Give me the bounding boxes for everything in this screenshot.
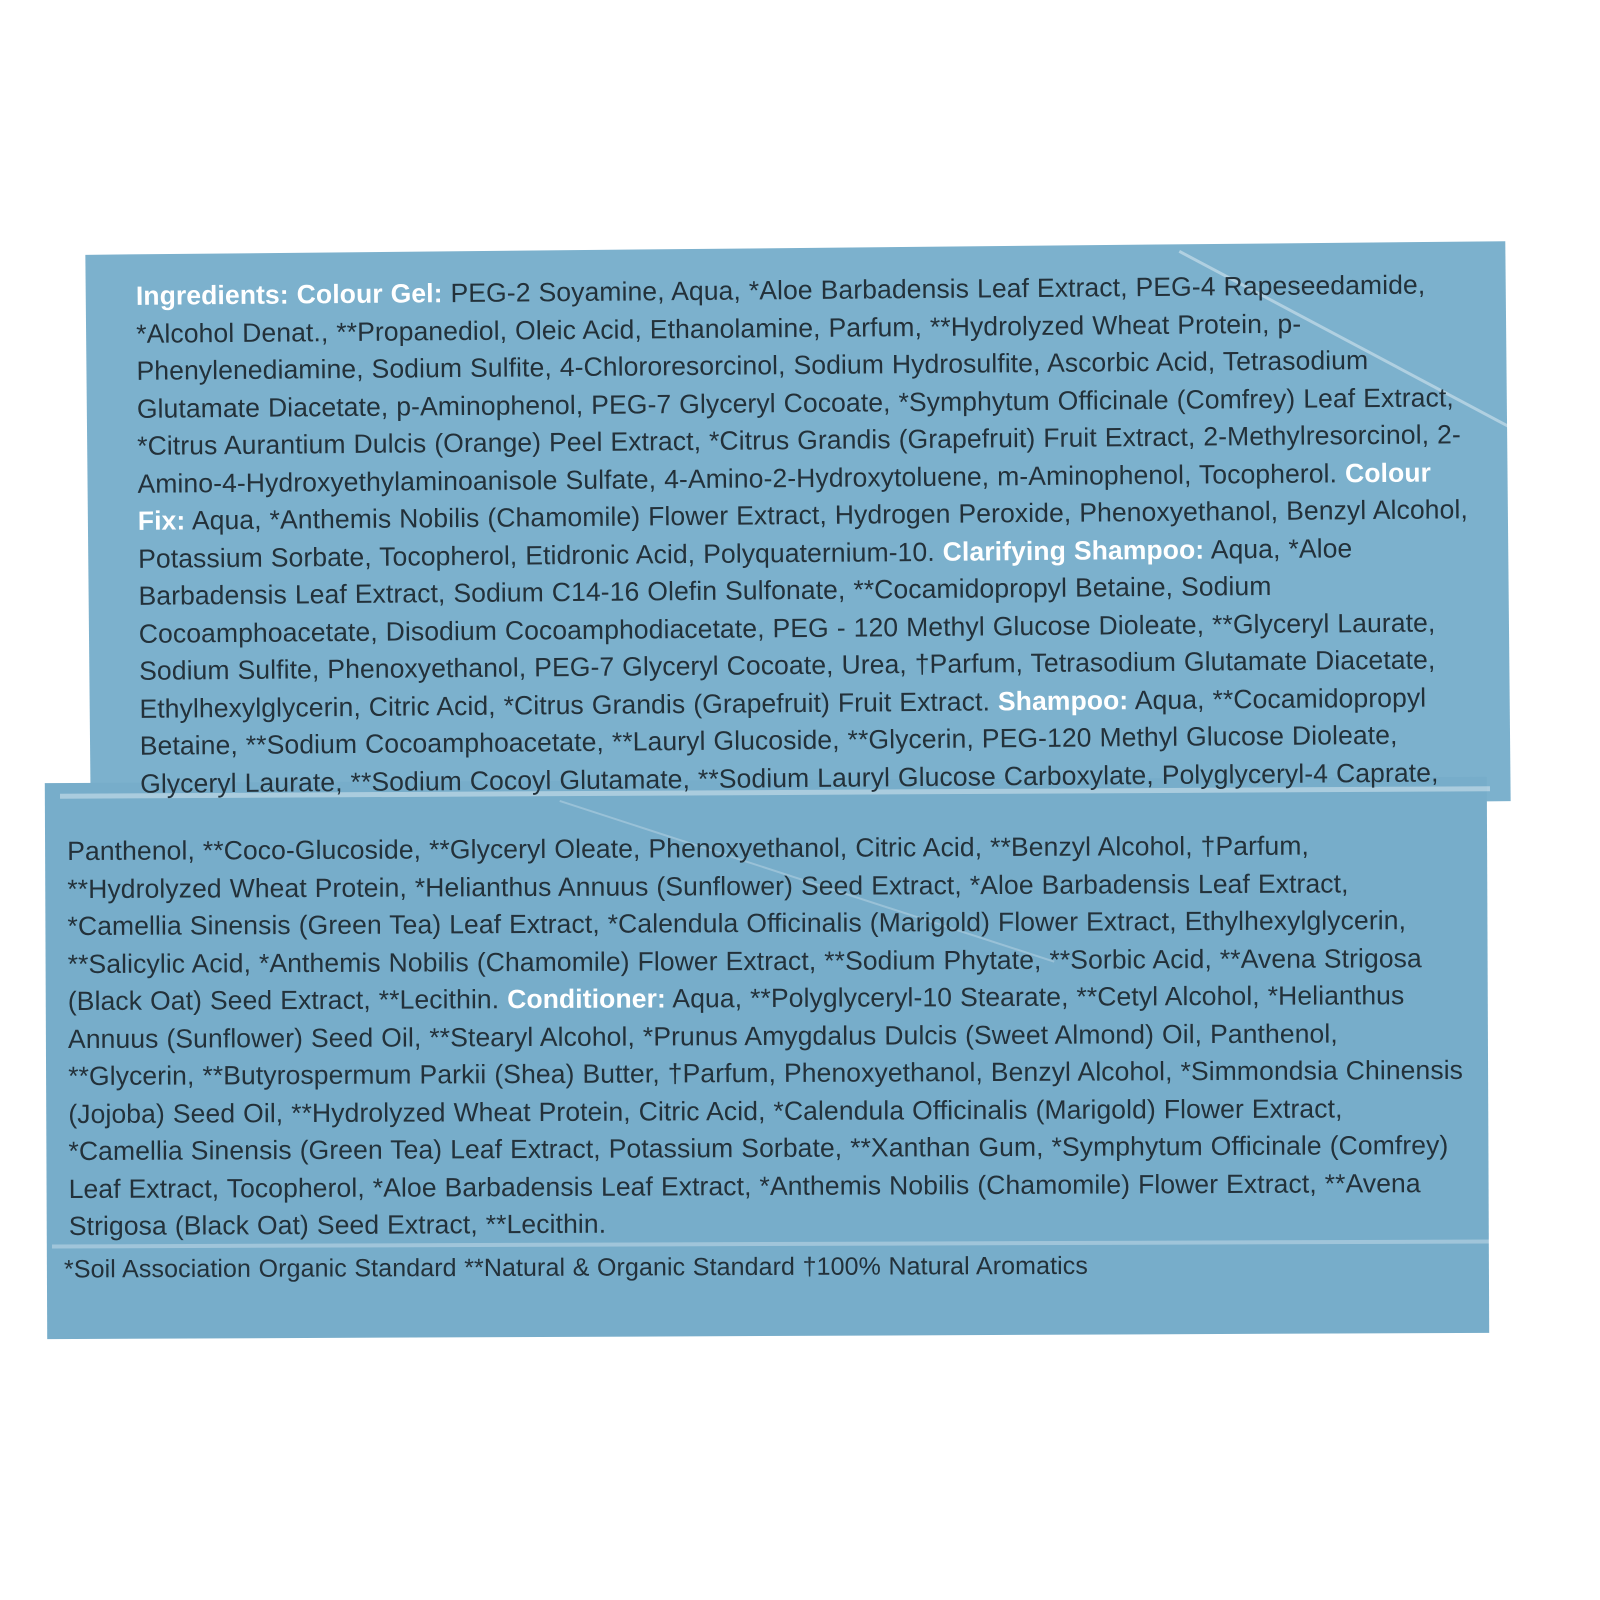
shampoo-body-part2: Panthenol, **Coco-Glucoside, **Glyceryl Oleate, Phenoxyethanol, Citric Acid, **Benzyl Alcohol, †Parfum, **Hydrolyzed Wheat Protein, *Helianthus Annuus (Sunflower) Seed Extract, *Aloe Barbadensis Leaf Extract, *Camellia Sinensis (Green Tea) Leaf Extract, *Calendula Officinalis (Marigold) Flower Extract, Ethylhexylglycerin, **Salicylic Acid, *Anthemis Nobilis (Chamomile) Flower Extract, **Sodium Phytate, **Sorbic Acid, **Avena Strigosa (Black Oat) Seed Extract, **Lecithin. [67, 830, 1422, 1017]
shampoo-body-part1: Aqua, **Cocamidopropyl Betaine, **Sodium Cocoamphoacetate, **Lauryl Glucoside, **Glycerin, PEG-120 Methyl Glucose Dioleate, Glyceryl Laurate, **Sodium Cocoyl Glutamate, **Sodium Lauryl Glucose Carboxylate, Polyglyceryl-4 Caprate, [139, 682, 1439, 799]
colour-fix-body: Aqua, *Anthemis Nobilis (Chamomile) Flower Extract, Hydrogen Peroxide, Phenoxyethanol, Benzyl Alcohol, Potassium Sorbate, Tocopherol, Etidronic Acid, Polyquaternium-10. [138, 494, 1468, 574]
conditioner-body: Aqua, **Polyglyceryl-10 Stearate, **Cetyl Alcohol, *Helianthus Annuus (Sunflower) Seed Oil, **Stearyl Alcohol, *Prunus Amygdalus Dulcis (Sweet Almond) Oil, Panthenol, **Glycerin, **Butyrospermum Parkii (Shea) Butter, †Parfum, Phenoxyethanol, Benzyl Alcohol, *Simmondsia Chinensis (Jojoba) Seed Oil, **Hydrolyzed Wheat Protein, Citric Acid, *Calendula Officinalis (Marigold) Flower Extract, *Camellia Sinensis (Green Tea) Leaf Extract, Potassium Sorbate, **Xanthan Gum, *Symphytum Officinale (Comfrey) Leaf Extract, Tocopherol, *Aloe Barbadensis Leaf Extract, *Anthemis Nobilis (Chamomile) Flower Extract, **Avena Strigosa (Black Oat) Seed Extract, **Lecithin. [67, 980, 1464, 1242]
ingredients-block-lower [67, 827, 1465, 1246]
ingredients-label: Ingredients: [135, 279, 289, 311]
clarifying-shampoo-label: Clarifying Shampoo: [942, 534, 1205, 567]
ingredients-block-upper [136, 266, 1475, 803]
footnotes: *Soil Association Organic Standard **Natural & Organic Standard †100% Natural Aromatics [63, 1251, 1089, 1284]
colour-gel-body: PEG-2 Soyamine, Aqua, *Aloe Barbadensis Leaf Extract, PEG-4 Rapeseedamide, *Alcohol Denat., **Propanediol, Oleic Acid, Ethanolamine, Parfum, **Hydrolyzed Wheat Protein, p-Phenylenediamine, Sodium Sulfite, 4-Chlororesorcinol, Sodium Hydrosulfite, Ascorbic Acid, Tetrasodium Glutamate Diacetate, p-Aminophenol, PEG-7 Glyceryl Cocoate, *Symphytum Officinale (Comfrey) Leaf Extract, *Citrus Aurantium Dulcis (Orange) Peel Extract, *Citrus Grandis (Grapefruit) Fruit Extract, 2-Methylresorcinol, 2-Amino-4-Hydroxyethylaminoanisole Sulfate, 4-Amino-2-Hydroxytoluene, m-Aminophenol, Tocopherol. [136, 269, 1461, 499]
colour-gel-label: Colour Gel: [296, 278, 443, 310]
shampoo-label: Shampoo: [997, 684, 1129, 716]
colour-fix-label: Colour Fix: [137, 457, 1432, 536]
clarifying-shampoo-body: Aqua, *Aloe Barbadensis Leaf Extract, Sodium C14-16 Olefin Sulfonate, **Cocamidopropyl Betaine, Sodium Cocoamphoacetate, Disodium Cocoamphodiacetate, PEG - 120 Methyl Glucose Dioleate, **Glyceryl Laurate, Sodium Sulfite, Phenoxyethanol, PEG-7 Glyceryl Cocoate, Urea, †Parfum, Tetrasodium Glutamate Diacetate, Ethylhexylglycerin, Citric Acid, *Citrus Grandis (Grapefruit) Fruit Extract. [138, 532, 1436, 724]
conditioner-label: Conditioner: [507, 983, 666, 1015]
